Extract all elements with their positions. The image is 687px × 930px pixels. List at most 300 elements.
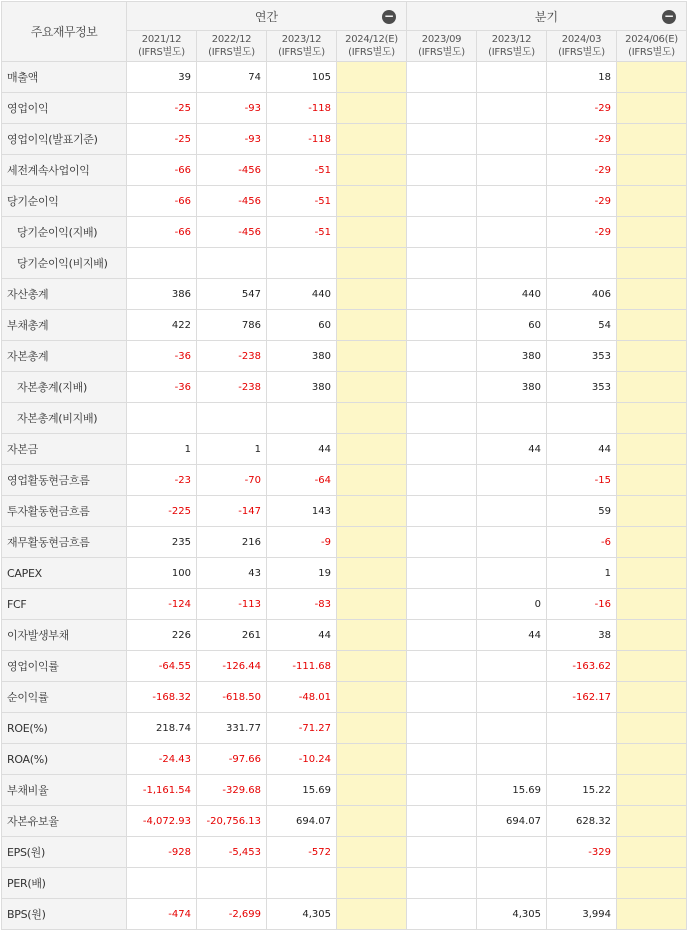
table-cell: 18	[547, 62, 617, 93]
table-row	[2, 155, 687, 186]
table-cell: -97.66	[197, 744, 267, 775]
table-row	[2, 217, 687, 248]
table-cell: 380	[267, 372, 337, 403]
table-cell: -456	[197, 155, 267, 186]
column-basis: (IFRS별도)	[208, 47, 255, 58]
table-cell: -29	[547, 124, 617, 155]
table-row	[2, 93, 687, 124]
row-label: 당기순이익(지배)	[2, 217, 127, 248]
row-label: 이자발생부채	[2, 620, 127, 651]
table-cell: -238	[197, 341, 267, 372]
table-cell	[407, 868, 477, 899]
table-cell	[477, 744, 547, 775]
table-cell: -10.24	[267, 744, 337, 775]
column-period: 2024/03	[561, 34, 602, 45]
table-cell	[407, 837, 477, 868]
table-cell: -70	[197, 465, 267, 496]
table-cell	[337, 713, 407, 744]
table-header	[2, 2, 687, 62]
table-cell: 628.32	[547, 806, 617, 837]
table-cell: 19	[267, 558, 337, 589]
row-label: FCF	[2, 589, 127, 620]
table-cell: -5,453	[197, 837, 267, 868]
table-cell: -118	[267, 93, 337, 124]
table-cell: 786	[197, 310, 267, 341]
table-cell	[617, 496, 687, 527]
table-cell	[407, 465, 477, 496]
table-cell: -572	[267, 837, 337, 868]
corner-label: 주요재무정보	[2, 2, 127, 62]
table-cell: -66	[127, 155, 197, 186]
table-cell	[337, 155, 407, 186]
table-cell	[337, 124, 407, 155]
table-cell	[617, 558, 687, 589]
table-cell	[337, 837, 407, 868]
table-cell	[337, 279, 407, 310]
table-cell	[407, 372, 477, 403]
table-cell	[337, 744, 407, 775]
table-cell	[197, 248, 267, 279]
table-cell	[337, 310, 407, 341]
table-cell	[337, 868, 407, 899]
table-cell: 43	[197, 558, 267, 589]
group-annual-label: 연간	[254, 9, 279, 24]
table-cell: -93	[197, 124, 267, 155]
row-label: 자본총계(지배)	[2, 372, 127, 403]
table-cell: 38	[547, 620, 617, 651]
table-cell: 60	[267, 310, 337, 341]
column-period: 2022/12	[211, 34, 252, 45]
table-cell: -124	[127, 589, 197, 620]
table-cell	[617, 124, 687, 155]
row-label: BPS(원)	[2, 899, 127, 930]
table-cell: -36	[127, 341, 197, 372]
table-cell: -238	[197, 372, 267, 403]
table-cell	[337, 465, 407, 496]
column-header	[197, 31, 267, 62]
table-cell: 44	[477, 620, 547, 651]
table-cell	[617, 403, 687, 434]
column-period: 2023/09	[421, 34, 462, 45]
table-cell	[337, 434, 407, 465]
table-cell: -29	[547, 217, 617, 248]
table-row	[2, 682, 687, 713]
table-cell	[407, 186, 477, 217]
table-cell: -64	[267, 465, 337, 496]
table-row	[2, 62, 687, 93]
group-header-row	[2, 2, 687, 31]
row-label: 부채비율	[2, 775, 127, 806]
table-cell: 261	[197, 620, 267, 651]
row-label: 투자활동현금흐름	[2, 496, 127, 527]
table-cell	[617, 620, 687, 651]
table-cell	[407, 713, 477, 744]
table-cell	[477, 868, 547, 899]
table-cell: 331.77	[197, 713, 267, 744]
table-cell: -64.55	[127, 651, 197, 682]
table-cell	[407, 620, 477, 651]
table-cell	[407, 651, 477, 682]
table-cell	[617, 93, 687, 124]
table-row	[2, 279, 687, 310]
table-row	[2, 186, 687, 217]
column-period: 2023/12	[281, 34, 322, 45]
table-cell	[407, 403, 477, 434]
table-cell: 380	[477, 341, 547, 372]
table-cell	[547, 403, 617, 434]
row-label: 당기순이익	[2, 186, 127, 217]
table-cell: -9	[267, 527, 337, 558]
table-cell	[617, 186, 687, 217]
table-cell	[617, 899, 687, 930]
table-cell	[617, 837, 687, 868]
table-cell	[477, 837, 547, 868]
table-cell	[477, 496, 547, 527]
table-cell: -51	[267, 186, 337, 217]
column-header	[337, 31, 407, 62]
table-cell: 235	[127, 527, 197, 558]
table-row	[2, 496, 687, 527]
table-cell	[407, 310, 477, 341]
table-cell: -6	[547, 527, 617, 558]
table-row	[2, 341, 687, 372]
table-cell	[477, 186, 547, 217]
table-cell	[407, 434, 477, 465]
table-row	[2, 651, 687, 682]
table-cell	[337, 372, 407, 403]
table-cell: 3,994	[547, 899, 617, 930]
table-cell: 44	[547, 434, 617, 465]
table-cell	[407, 62, 477, 93]
table-cell	[477, 403, 547, 434]
table-cell: -71.27	[267, 713, 337, 744]
table-cell: -4,072.93	[127, 806, 197, 837]
row-label: 자본금	[2, 434, 127, 465]
table-cell: 216	[197, 527, 267, 558]
table-cell	[407, 279, 477, 310]
table-cell: 218.74	[127, 713, 197, 744]
table-cell: -25	[127, 124, 197, 155]
column-basis: (IFRS별도)	[558, 47, 605, 58]
table-cell: -163.62	[547, 651, 617, 682]
table-cell: -1,161.54	[127, 775, 197, 806]
table-cell	[407, 496, 477, 527]
row-label: 자본총계(비지배)	[2, 403, 127, 434]
minus-circle-icon[interactable]: −	[663, 9, 675, 23]
table-row	[2, 775, 687, 806]
group-quarterly	[407, 2, 687, 31]
row-label: ROA(%)	[2, 744, 127, 775]
table-cell	[547, 248, 617, 279]
table-cell: -329	[547, 837, 617, 868]
table-cell	[337, 558, 407, 589]
table-cell	[617, 310, 687, 341]
row-label: 자산총계	[2, 279, 127, 310]
table-cell	[337, 62, 407, 93]
row-label: EPS(원)	[2, 837, 127, 868]
table-cell: -147	[197, 496, 267, 527]
table-cell	[337, 248, 407, 279]
table-cell	[617, 744, 687, 775]
table-cell	[547, 744, 617, 775]
table-cell	[337, 341, 407, 372]
table-cell	[407, 744, 477, 775]
table-cell	[267, 403, 337, 434]
table-cell	[617, 372, 687, 403]
table-cell: -24.43	[127, 744, 197, 775]
row-label: 자본총계	[2, 341, 127, 372]
row-label: 당기순이익(비지배)	[2, 248, 127, 279]
table-cell: 59	[547, 496, 617, 527]
column-basis: (IFRS별도)	[138, 47, 185, 58]
table-cell: -66	[127, 217, 197, 248]
table-cell: 15.69	[477, 775, 547, 806]
table-cell	[547, 868, 617, 899]
table-cell	[127, 868, 197, 899]
column-header	[477, 31, 547, 62]
table-row	[2, 403, 687, 434]
table-cell: -48.01	[267, 682, 337, 713]
table-cell: 60	[477, 310, 547, 341]
row-label: ROE(%)	[2, 713, 127, 744]
table-cell	[617, 465, 687, 496]
table-cell	[337, 496, 407, 527]
table-cell: -20,756.13	[197, 806, 267, 837]
row-label: 부채총계	[2, 310, 127, 341]
table-cell: 386	[127, 279, 197, 310]
table-cell	[617, 341, 687, 372]
group-quarterly-label: 분기	[534, 9, 559, 24]
table-cell: -36	[127, 372, 197, 403]
table-cell: 44	[267, 434, 337, 465]
table-cell	[477, 527, 547, 558]
table-row	[2, 434, 687, 465]
table-row	[2, 806, 687, 837]
table-row	[2, 248, 687, 279]
row-label: 재무활동현금흐름	[2, 527, 127, 558]
table-cell: -29	[547, 186, 617, 217]
table-cell	[617, 279, 687, 310]
table-cell: -83	[267, 589, 337, 620]
row-label: 영업이익(발표기준)	[2, 124, 127, 155]
table-cell: -618.50	[197, 682, 267, 713]
table-cell	[477, 248, 547, 279]
table-cell: 105	[267, 62, 337, 93]
table-cell: 0	[477, 589, 547, 620]
table-cell	[617, 434, 687, 465]
table-cell: -126.44	[197, 651, 267, 682]
table-cell: 15.22	[547, 775, 617, 806]
table-cell	[407, 341, 477, 372]
table-cell	[407, 527, 477, 558]
row-label: CAPEX	[2, 558, 127, 589]
table-cell	[337, 899, 407, 930]
table-cell: 143	[267, 496, 337, 527]
table-cell: -162.17	[547, 682, 617, 713]
table-cell: 54	[547, 310, 617, 341]
row-label: 영업이익률	[2, 651, 127, 682]
row-label: 자본유보율	[2, 806, 127, 837]
table-cell	[477, 465, 547, 496]
table-cell: 1	[197, 434, 267, 465]
table-row	[2, 372, 687, 403]
table-cell	[477, 713, 547, 744]
table-cell: 74	[197, 62, 267, 93]
table-cell: -456	[197, 217, 267, 248]
table-cell	[617, 868, 687, 899]
table-cell	[127, 403, 197, 434]
table-cell: 1	[127, 434, 197, 465]
table-cell: 4,305	[477, 899, 547, 930]
financial-summary-table	[1, 1, 687, 930]
table-cell: -93	[197, 93, 267, 124]
table-cell	[407, 124, 477, 155]
table-cell	[617, 62, 687, 93]
table-cell	[617, 806, 687, 837]
table-cell	[337, 651, 407, 682]
table-cell	[477, 124, 547, 155]
table-cell: 353	[547, 341, 617, 372]
table-cell	[617, 775, 687, 806]
table-cell: 226	[127, 620, 197, 651]
table-cell	[407, 806, 477, 837]
table-cell	[407, 248, 477, 279]
column-header	[127, 31, 197, 62]
table-cell	[337, 403, 407, 434]
column-header	[547, 31, 617, 62]
table-cell	[477, 651, 547, 682]
table-cell	[407, 93, 477, 124]
table-cell: 694.07	[267, 806, 337, 837]
table-row	[2, 124, 687, 155]
table-cell: -15	[547, 465, 617, 496]
table-cell	[407, 558, 477, 589]
table-cell	[547, 713, 617, 744]
column-period: 2021/12	[141, 34, 182, 45]
table-cell: -51	[267, 155, 337, 186]
table-row	[2, 310, 687, 341]
column-basis: (IFRS별도)	[488, 47, 535, 58]
table-cell	[337, 620, 407, 651]
table-row	[2, 744, 687, 775]
table-cell	[337, 589, 407, 620]
row-label: 순이익률	[2, 682, 127, 713]
table-cell: 4,305	[267, 899, 337, 930]
table-cell	[477, 558, 547, 589]
row-label: 세전계속사업이익	[2, 155, 127, 186]
table-cell	[267, 868, 337, 899]
table-cell: 15.69	[267, 775, 337, 806]
table-cell	[337, 217, 407, 248]
table-cell	[127, 248, 197, 279]
table-cell: 353	[547, 372, 617, 403]
table-cell: -16	[547, 589, 617, 620]
table-cell: -329.68	[197, 775, 267, 806]
table-cell: -29	[547, 155, 617, 186]
column-header	[617, 31, 687, 62]
table-cell: 694.07	[477, 806, 547, 837]
table-row	[2, 868, 687, 899]
table-row	[2, 558, 687, 589]
table-cell	[617, 527, 687, 558]
table-cell	[617, 217, 687, 248]
table-cell	[617, 713, 687, 744]
table-cell: 422	[127, 310, 197, 341]
column-period: 2023/12	[491, 34, 532, 45]
column-period: 2024/06(E)	[625, 34, 678, 45]
column-period: 2024/12(E)	[345, 34, 398, 45]
table-cell: -113	[197, 589, 267, 620]
table-cell	[617, 155, 687, 186]
minus-circle-icon[interactable]: −	[383, 9, 395, 23]
column-basis: (IFRS별도)	[418, 47, 465, 58]
table-cell	[617, 651, 687, 682]
table-row	[2, 837, 687, 868]
column-basis: (IFRS별도)	[348, 47, 395, 58]
table-cell: 39	[127, 62, 197, 93]
table-cell: -928	[127, 837, 197, 868]
table-cell	[407, 155, 477, 186]
table-cell: 440	[477, 279, 547, 310]
table-row	[2, 713, 687, 744]
table-cell: 100	[127, 558, 197, 589]
table-cell: 44	[267, 620, 337, 651]
table-cell: -25	[127, 93, 197, 124]
table-cell	[617, 682, 687, 713]
table-cell	[267, 248, 337, 279]
table-row	[2, 899, 687, 930]
table-cell	[337, 682, 407, 713]
column-header	[267, 31, 337, 62]
table-cell: -23	[127, 465, 197, 496]
table-cell	[477, 62, 547, 93]
table-cell	[407, 217, 477, 248]
table-row	[2, 589, 687, 620]
table-cell	[477, 682, 547, 713]
table-row	[2, 465, 687, 496]
table-cell	[197, 868, 267, 899]
table-row	[2, 620, 687, 651]
table-cell: -456	[197, 186, 267, 217]
table-cell	[337, 527, 407, 558]
table-cell	[337, 93, 407, 124]
table-cell: 380	[267, 341, 337, 372]
table-cell	[407, 775, 477, 806]
table-cell: -111.68	[267, 651, 337, 682]
table-cell	[407, 899, 477, 930]
table-cell: -168.32	[127, 682, 197, 713]
table-cell: -2,699	[197, 899, 267, 930]
table-row	[2, 527, 687, 558]
table-cell	[337, 186, 407, 217]
table-body	[2, 62, 687, 930]
table-cell	[477, 155, 547, 186]
column-basis: (IFRS별도)	[628, 47, 675, 58]
row-label: 영업이익	[2, 93, 127, 124]
column-basis: (IFRS별도)	[278, 47, 325, 58]
table-cell: 380	[477, 372, 547, 403]
row-label: 매출액	[2, 62, 127, 93]
table-cell: 406	[547, 279, 617, 310]
table-cell: -474	[127, 899, 197, 930]
table-cell	[617, 589, 687, 620]
table-cell: 440	[267, 279, 337, 310]
table-cell	[407, 682, 477, 713]
table-cell: 547	[197, 279, 267, 310]
table-cell	[617, 248, 687, 279]
table-cell	[477, 217, 547, 248]
table-cell	[197, 403, 267, 434]
